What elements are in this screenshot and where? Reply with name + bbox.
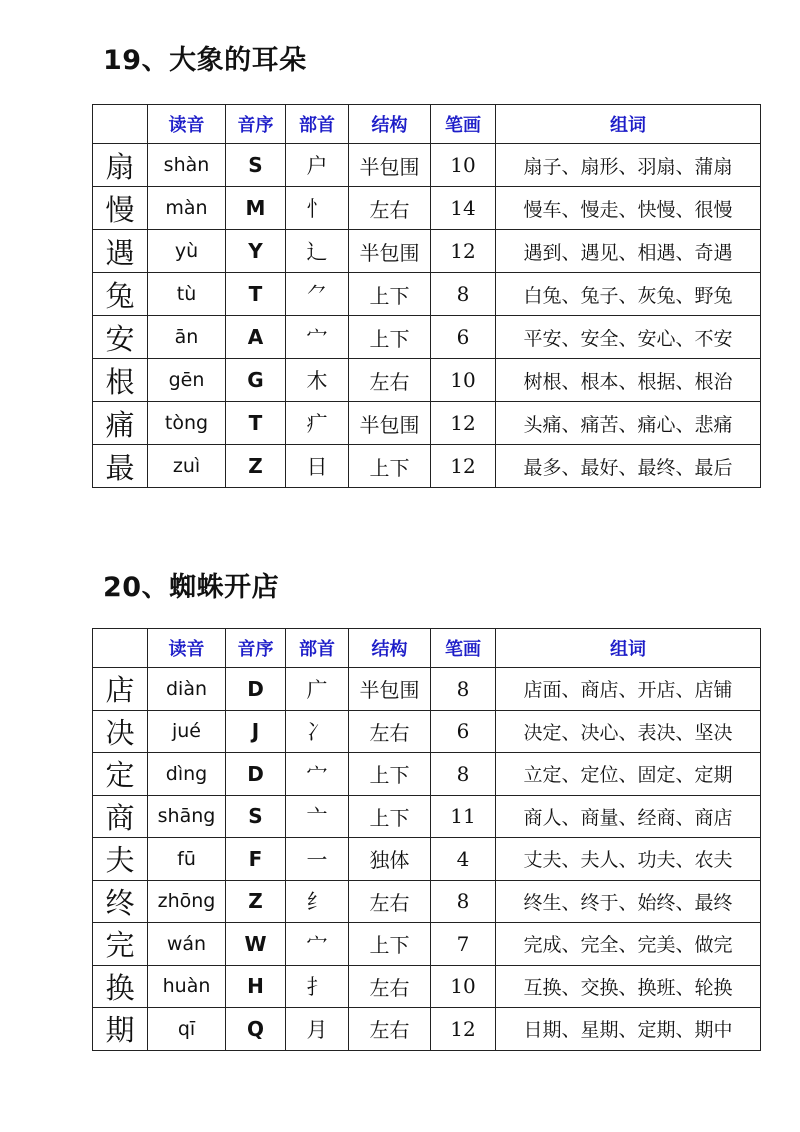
radical-cell: 日 [286,445,349,488]
header-pinyin: 读音 [148,629,226,668]
word-groups-cell: 遇到、遇见、相遇、奇遇 [496,230,761,273]
character-cell: 商 [93,795,148,838]
table-row [93,965,761,1008]
strokes-cell: 10 [431,359,496,402]
initial-letter-cell: S [226,795,286,838]
lesson-19-table-header [93,105,761,144]
pinyin-cell: tòng [148,402,226,445]
lesson-20-table [92,628,761,1051]
pinyin-cell: zuì [148,445,226,488]
header-strokes: 笔画 [431,629,496,668]
table-row [93,187,761,230]
initial-letter-cell: J [226,710,286,753]
strokes-cell: 4 [431,838,496,881]
strokes-cell: 12 [431,1008,496,1051]
word-groups-cell: 互换、交换、换班、轮换 [496,965,761,1008]
radical-cell: 木 [286,359,349,402]
header-row [93,105,761,144]
character-cell: 遇 [93,230,148,273]
initial-letter-cell: Q [226,1008,286,1051]
header-word-groups: 组词 [496,105,761,144]
pinyin-cell: dìng [148,753,226,796]
lesson-19-title: 19、大象的耳朵 [103,45,307,76]
corner-cell [93,629,148,668]
word-groups-cell: 商人、商量、经商、商店 [496,795,761,838]
character-cell: 终 [93,880,148,923]
radical-cell: 一 [286,838,349,881]
word-groups-cell: 终生、终于、始终、最终 [496,880,761,923]
pinyin-cell: yù [148,230,226,273]
structure-cell: 半包围 [349,230,431,273]
pinyin-cell: wán [148,923,226,966]
initial-letter-cell: Z [226,445,286,488]
character-cell: 定 [93,753,148,796]
radical-cell: 冫 [286,710,349,753]
structure-cell: 上下 [349,753,431,796]
lesson-20-title: 20、蜘蛛开店 [103,572,280,603]
header-structure: 结构 [349,629,431,668]
character-cell: 期 [93,1008,148,1051]
header-structure: 结构 [349,105,431,144]
header-row [93,629,761,668]
structure-cell: 左右 [349,187,431,230]
header-radical: 部首 [286,105,349,144]
radical-cell: 辶 [286,230,349,273]
table-row [93,710,761,753]
initial-letter-cell: H [226,965,286,1008]
lesson-19-table [92,104,761,488]
strokes-cell: 8 [431,753,496,796]
initial-letter-cell: A [226,316,286,359]
strokes-cell: 10 [431,965,496,1008]
word-groups-cell: 店面、商店、开店、店铺 [496,668,761,711]
table-row [93,1008,761,1051]
radical-cell: 疒 [286,402,349,445]
pinyin-cell: gēn [148,359,226,402]
table-row [93,144,761,187]
strokes-cell: 12 [431,230,496,273]
header-pinyin: 读音 [148,105,226,144]
pinyin-cell: huàn [148,965,226,1008]
pinyin-cell: shāng [148,795,226,838]
initial-letter-cell: T [226,402,286,445]
lesson-19-table-body [93,144,761,488]
word-groups-cell: 头痛、痛苦、痛心、悲痛 [496,402,761,445]
word-groups-cell: 决定、决心、表决、坚决 [496,710,761,753]
structure-cell: 左右 [349,359,431,402]
strokes-cell: 7 [431,923,496,966]
strokes-cell: 8 [431,668,496,711]
radical-cell: 宀 [286,753,349,796]
strokes-cell: 12 [431,445,496,488]
strokes-cell: 12 [431,402,496,445]
structure-cell: 独体 [349,838,431,881]
pinyin-cell: ān [148,316,226,359]
pinyin-cell: zhōng [148,880,226,923]
character-cell: 根 [93,359,148,402]
character-cell: 完 [93,923,148,966]
radical-cell: 广 [286,668,349,711]
word-groups-cell: 扇子、扇形、羽扇、蒲扇 [496,144,761,187]
word-groups-cell: 树根、根本、根据、根治 [496,359,761,402]
pinyin-cell: jué [148,710,226,753]
initial-letter-cell: Z [226,880,286,923]
initial-letter-cell: M [226,187,286,230]
strokes-cell: 10 [431,144,496,187]
structure-cell: 上下 [349,445,431,488]
radical-cell: ⺈ [286,273,349,316]
initial-letter-cell: W [226,923,286,966]
character-cell: 换 [93,965,148,1008]
pinyin-cell: shàn [148,144,226,187]
character-cell: 店 [93,668,148,711]
word-groups-cell: 完成、完全、完美、做完 [496,923,761,966]
character-cell: 痛 [93,402,148,445]
header-strokes: 笔画 [431,105,496,144]
word-groups-cell: 慢车、慢走、快慢、很慢 [496,187,761,230]
word-groups-cell: 日期、星期、定期、期中 [496,1008,761,1051]
table-row [93,230,761,273]
radical-cell: 宀 [286,923,349,966]
pinyin-cell: qī [148,1008,226,1051]
table-row [93,445,761,488]
table-row [93,359,761,402]
character-cell: 兔 [93,273,148,316]
structure-cell: 半包围 [349,402,431,445]
radical-cell: 月 [286,1008,349,1051]
header-initial-letter: 音序 [226,105,286,144]
structure-cell: 左右 [349,965,431,1008]
radical-cell: 扌 [286,965,349,1008]
lesson-20-table-body [93,668,761,1051]
initial-letter-cell: D [226,668,286,711]
radical-cell: 亠 [286,795,349,838]
character-cell: 夫 [93,838,148,881]
lesson-20-table-header [93,629,761,668]
table-row [93,880,761,923]
pinyin-cell: fū [148,838,226,881]
radical-cell: 户 [286,144,349,187]
character-cell: 慢 [93,187,148,230]
structure-cell: 半包围 [349,144,431,187]
character-cell: 扇 [93,144,148,187]
table-row [93,316,761,359]
word-groups-cell: 平安、安全、安心、不安 [496,316,761,359]
structure-cell: 左右 [349,710,431,753]
structure-cell: 左右 [349,880,431,923]
structure-cell: 上下 [349,923,431,966]
table-row [93,923,761,966]
pinyin-cell: màn [148,187,226,230]
table-row [93,795,761,838]
word-groups-cell: 丈夫、夫人、功夫、农夫 [496,838,761,881]
initial-letter-cell: D [226,753,286,796]
header-initial-letter: 音序 [226,629,286,668]
table-row [93,402,761,445]
word-groups-cell: 最多、最好、最终、最后 [496,445,761,488]
strokes-cell: 14 [431,187,496,230]
table-row [93,273,761,316]
table-row [93,838,761,881]
initial-letter-cell: S [226,144,286,187]
header-radical: 部首 [286,629,349,668]
strokes-cell: 11 [431,795,496,838]
structure-cell: 上下 [349,795,431,838]
corner-cell [93,105,148,144]
pinyin-cell: tù [148,273,226,316]
header-word-groups: 组词 [496,629,761,668]
character-cell: 安 [93,316,148,359]
initial-letter-cell: T [226,273,286,316]
radical-cell: 纟 [286,880,349,923]
character-cell: 最 [93,445,148,488]
structure-cell: 左右 [349,1008,431,1051]
strokes-cell: 6 [431,316,496,359]
strokes-cell: 8 [431,273,496,316]
table-row [93,753,761,796]
radical-cell: 忄 [286,187,349,230]
word-groups-cell: 白兔、兔子、灰兔、野兔 [496,273,761,316]
table-row [93,668,761,711]
initial-letter-cell: Y [226,230,286,273]
pinyin-cell: diàn [148,668,226,711]
initial-letter-cell: G [226,359,286,402]
strokes-cell: 8 [431,880,496,923]
structure-cell: 上下 [349,316,431,359]
word-groups-cell: 立定、定位、固定、定期 [496,753,761,796]
structure-cell: 半包围 [349,668,431,711]
structure-cell: 上下 [349,273,431,316]
strokes-cell: 6 [431,710,496,753]
character-cell: 决 [93,710,148,753]
initial-letter-cell: F [226,838,286,881]
radical-cell: 宀 [286,316,349,359]
